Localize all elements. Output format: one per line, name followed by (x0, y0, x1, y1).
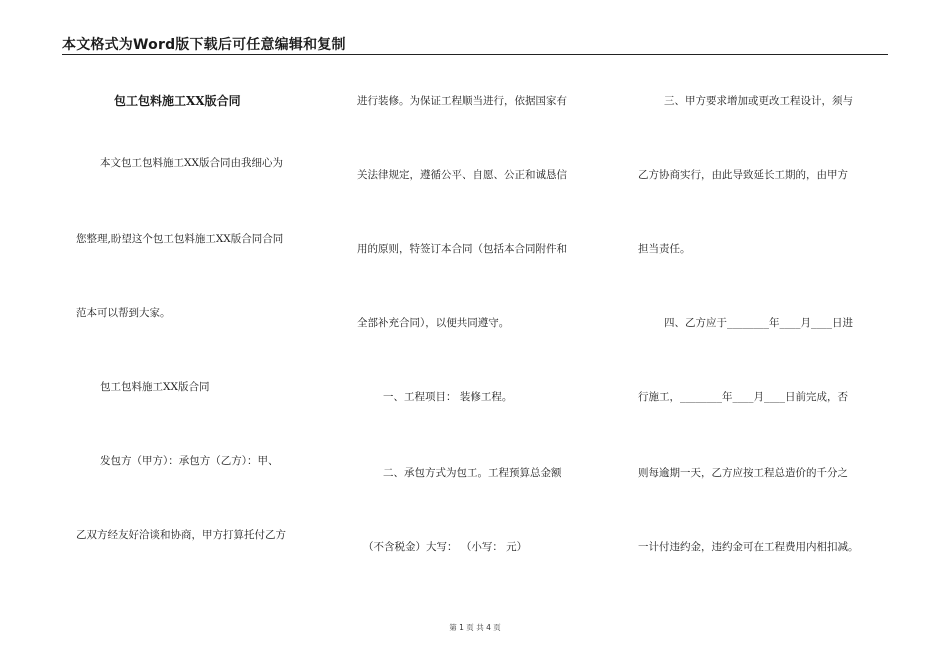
paragraph-line: 进行装修。为保证工程顺当进行，依据国家有 (357, 95, 567, 107)
paragraph-line: 包工包料施工XX版合同 (100, 381, 210, 393)
paragraph-line: 您整理,盼望这个包工包料施工XX版合同合同 (76, 233, 284, 245)
paragraph-line: 全部补充合同），以便共同遵守。 (357, 317, 510, 329)
page-number: 第 1 页 共 4 页 (449, 623, 501, 632)
paragraph-line: 一计付违约金，违约金可在工程费用内相扣减。 (638, 541, 859, 553)
paragraph-line: 行施工，________年____月____日前完成，否 (638, 391, 848, 403)
paragraph-line: 本文包工包料施工XX版合同由我细心为 (100, 157, 283, 169)
paragraph-line: 四、乙方应于________年____月____日进 (664, 317, 853, 329)
paragraph-line: 二、承包方式为包工。工程预算总金额 (383, 467, 562, 479)
paragraph-line: 乙双方经友好洽谈和协商，甲方打算托付乙方 (76, 529, 286, 541)
paragraph-line: 乙方协商实行，由此导致延长工期的，由甲方 (638, 169, 848, 181)
paragraph-line: 关法律规定，遵循公平、自愿、公正和诚恳信 (357, 169, 567, 181)
paragraph-line: 用的原则，特签订本合同（包括本合同附件和 (357, 243, 567, 255)
paragraph-line: 发包方（甲方）：承包方（乙方）：甲、 (100, 455, 279, 467)
document-title: 包工包料施工XX版合同 (114, 94, 241, 108)
paragraph-line: 三、甲方要求增加或更改工程设计，须与 (664, 95, 853, 107)
paragraph-line: 一、工程项目： 装修工程。 (383, 391, 513, 403)
document-header (62, 34, 888, 55)
paragraph-line: （不含税金）大写： （小写： 元） (363, 541, 528, 553)
header-banner: 本文格式为Word版下载后可任意编辑和复制 (62, 37, 346, 53)
paragraph-line: 担当责任。 (638, 243, 691, 255)
paragraph-line: 则每逾期一天，乙方应按工程总造价的千分之 (638, 467, 848, 479)
paragraph-line: 范本可以帮到大家。 (76, 307, 171, 319)
